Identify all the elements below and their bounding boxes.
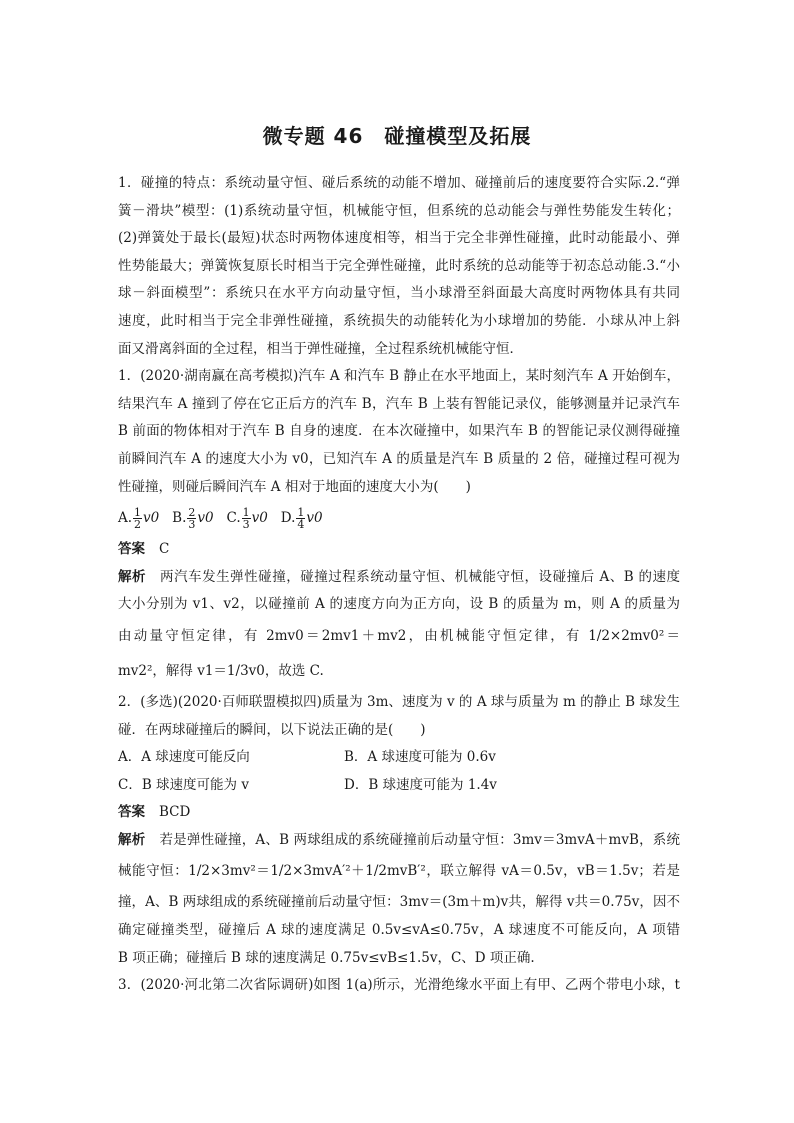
intro-line: 面又滑离斜面的全过程，相当于弹性碰撞，全过程系统机械能守恒． bbox=[118, 340, 523, 357]
q2-analysis-line: 确定碰撞类型，碰撞后 A 球的速度满足 0.5v≤vA≤0.75v，A 球速度不可能反向，A 项错 bbox=[118, 922, 680, 939]
q1-option-a: A. $\frac{1}{2}$ v0 bbox=[118, 506, 160, 532]
intro-line: 性势能最大；弹簧恢复原长时相当于完全弹性碰撞，此时系统的总动能等于初态总动能.3.“小 bbox=[118, 257, 680, 274]
q1-analysis-line: 解析 两汽车发生弹性碰撞，碰撞过程系统动量守恒、机械能守恒，设碰撞后 A、B 的速度 bbox=[118, 568, 680, 585]
analysis-label: 解析 bbox=[118, 831, 146, 848]
q1-analysis-line: 由动量守恒定律，有 2mv0＝2mv1＋mv2，由机械能守恒定律，有 1/2×2mv0²＝ bbox=[118, 627, 680, 644]
q2-options-row bbox=[118, 744, 680, 772]
q2-stem-line: 碰．在两球碰撞后的瞬间，以下说法正确的是( ) bbox=[118, 721, 426, 738]
intro-line: 簧－滑块”模型：(1)系统动量守恒，机械能守恒，但系统的总动能会与弹性势能发生转化； bbox=[118, 202, 680, 219]
q2-option-c: C．B 球速度可能为 v bbox=[118, 776, 249, 793]
q1-stem-line: 性碰撞，则碰后瞬间汽车 A 相对于地面的速度大小为( ) bbox=[118, 478, 471, 495]
q1-options bbox=[118, 501, 680, 536]
q2-analysis-line: 械能守恒：1/2×3mv²＝1/2×3mvA′²＋1/2mvB′²，联立解得 vA＝0.5v，vB＝1.5v；若是 bbox=[118, 863, 680, 880]
q1-stem-line: 前瞬间汽车 A 的速度大小为 v0，已知汽车 A 的质量是汽车 B 质量的 2 倍，碰撞过程可视为 bbox=[118, 450, 680, 467]
answer-label: 答案 bbox=[118, 804, 145, 821]
q2-answer bbox=[118, 799, 680, 827]
content-body bbox=[118, 170, 680, 1000]
q1-option-b: B. $\frac{2}{3}$ v0 bbox=[172, 506, 214, 532]
answer-value: BCD bbox=[159, 804, 191, 821]
q2-option-a: A．A 球速度可能反向 bbox=[118, 749, 250, 766]
q1-stem-line: 1．(2020·湖南赢在高考模拟)汽车 A 和汽车 B 静止在水平地面上，某时刻汽车 A 开始倒车， bbox=[118, 368, 680, 385]
intro-line: (2)弹簧处于最长(最短)状态时两物体速度相等，相当于完全非弹性碰撞，此时动能最小、弹 bbox=[118, 230, 680, 247]
analysis-label: 解析 bbox=[118, 568, 147, 585]
q1-stem-line: 结果汽车 A 撞到了停在它正后方的汽车 B，汽车 B 上装有智能记录仪，能够测量并记录汽车 bbox=[118, 395, 680, 412]
answer-label: 答案 bbox=[118, 541, 145, 558]
q2-analysis-line: B 项正确；碰撞后 B 球的速度满足 0.75v≤vB≤1.5v，C、D 项正确. bbox=[118, 949, 535, 966]
intro-line: 1．碰撞的特点：系统动量守恒、碰后系统的动能不增加、碰撞前后的速度要符合实际.2.“弹 bbox=[118, 175, 680, 191]
q2-option-d: D．B 球速度可能为 1.4v bbox=[344, 776, 497, 793]
q2-analysis-line: 解析 若是弹性碰撞，A、B 两球组成的系统碰撞前后动量守恒：3mv＝3mvA＋mvB，系统 bbox=[118, 831, 680, 848]
q2-stem-line: 2．(多选)(2020·百师联盟模拟四)质量为 3m、速度为 v 的 A 球与质量为 m 的静止 B 球发生 bbox=[118, 693, 680, 710]
q2-options-row bbox=[118, 772, 680, 800]
q3-stem-line: 3．(2020·河北第二次省际调研)如图 1(a)所示，光滑绝缘水平面上有甲、乙两个带电小球，t bbox=[118, 977, 680, 994]
q1-analysis-line: mv2²，解得 v1＝1/3v0，故选 C. bbox=[118, 662, 324, 679]
q2-option-b: B．A 球速度可能为 0.6v bbox=[344, 749, 496, 766]
q1-answer bbox=[118, 536, 680, 564]
q2-analysis-line: 撞，A、B 两球组成的系统碰撞前后动量守恒：3mv＝(3m＋m)v共，解得 v共＝0.75v，因不 bbox=[118, 894, 680, 911]
intro-line: 球－斜面模型”：系统只在水平方向动量守恒，当小球滑至斜面最大高度时两物体具有共同 bbox=[118, 285, 680, 302]
q1-option-d: D. $\frac{1}{4}$ v0 bbox=[280, 506, 323, 532]
q1-analysis-line: 大小分别为 v1、v2，以碰撞前 A 的速度方向为正方向，设 B 的质量为 m，则 A 的质量为 bbox=[118, 596, 680, 613]
page-title: 微专题 46 碰撞模型及拓展 bbox=[262, 124, 532, 148]
q1-option-c: C. $\frac{1}{3}$ v0 bbox=[226, 506, 268, 532]
q1-stem-line: B 前面的物体相对于汽车 B 自身的速度．在本次碰撞中，如果汽车 B 的智能记录仪测得碰撞 bbox=[118, 423, 680, 440]
intro-line: 速度，此时相当于完全非弹性碰撞，系统损失的动能转化为小球增加的势能．小球从冲上斜 bbox=[118, 312, 680, 329]
answer-value: C bbox=[159, 541, 170, 558]
